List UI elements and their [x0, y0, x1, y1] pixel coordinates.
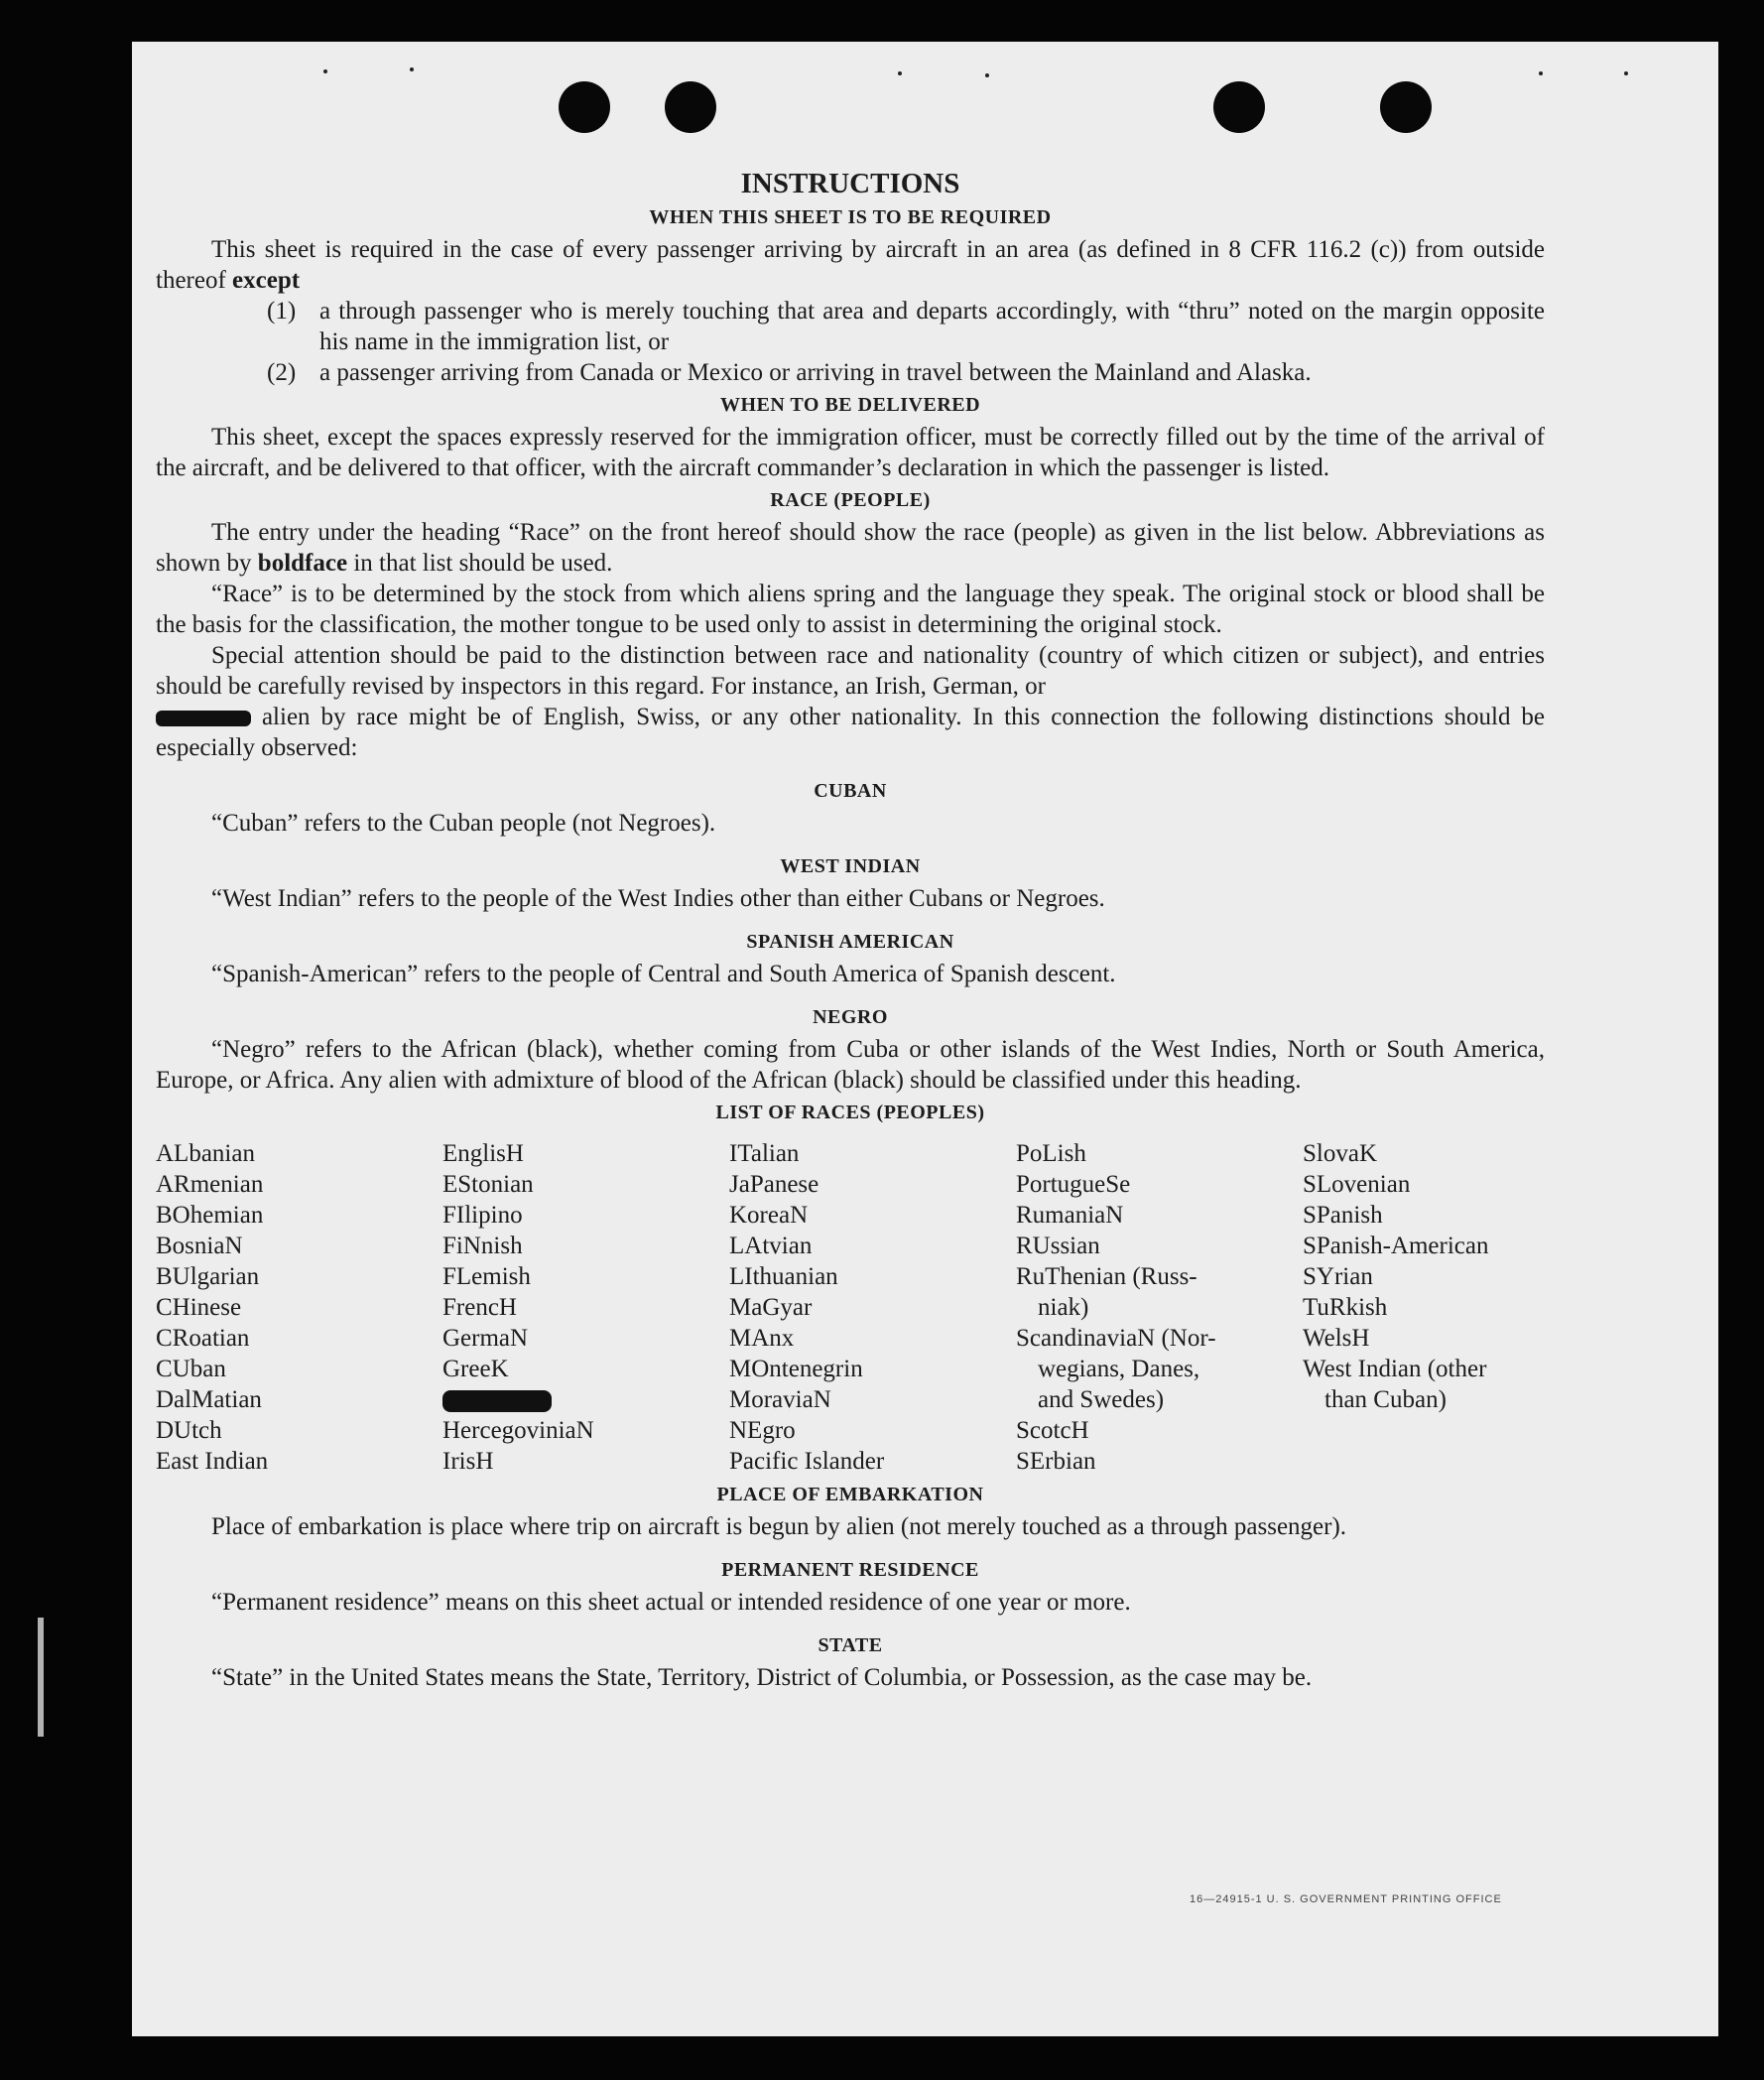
race-item: West Indian (other — [1303, 1356, 1487, 1382]
race-item: MOntenegrin — [729, 1356, 863, 1382]
speck — [1539, 71, 1543, 75]
race-item: CRoatian — [156, 1325, 250, 1352]
race-item: wegians, Danes, — [1038, 1356, 1200, 1382]
race-item: CHinese — [156, 1294, 242, 1321]
race-column — [729, 1138, 1016, 1477]
race-item: RumaniaN — [1016, 1202, 1124, 1229]
section-heading-negro: NEGRO — [813, 1006, 888, 1028]
speck — [898, 71, 902, 75]
race-item: KoreaN — [729, 1202, 809, 1229]
race-item: HercegoviniaN — [442, 1417, 594, 1444]
race-item: than Cuban) — [1324, 1386, 1447, 1413]
required-paragraph: This sheet is required in the case of every passenger arriving by aircraft in an area (as defined in 8 CFR 116.2 (c)) from outside thereof except — [156, 236, 1545, 294]
race-item: SLovenian — [1303, 1171, 1411, 1198]
race-item: niak) — [1038, 1294, 1089, 1321]
print-footer: 16—24915-1 U. S. GOVERNMENT PRINTING OFFICE — [1190, 1893, 1502, 1905]
race-item: MAnx — [729, 1325, 795, 1352]
speck — [410, 67, 414, 71]
race-item: FrencH — [442, 1294, 517, 1321]
race-item-redacted — [442, 1384, 729, 1415]
section-heading-list-of-races: LIST OF RACES (PEOPLES) — [715, 1102, 985, 1123]
race-item: FiNnish — [442, 1233, 523, 1259]
race-item: DalMatian — [156, 1386, 262, 1413]
punch-hole — [559, 81, 610, 133]
race-column — [442, 1138, 729, 1477]
race-paragraph: “Race” is to be determined by the stock from which aliens spring and the language they speak. The original stock or blood shall be the basis for the classification, the mother tongue to be used only to assist in determining the original stock. — [156, 581, 1545, 638]
race-item: PortugueSe — [1016, 1171, 1131, 1198]
race-item: East Indian — [156, 1448, 269, 1475]
exception-item: (1) a through passenger who is merely touching that area and departs accordingly, with “thru” noted on the margin opposite his name in the immigration list, or — [267, 298, 1545, 355]
race-item: ScotcH — [1016, 1417, 1089, 1444]
race-column — [1016, 1138, 1303, 1477]
redaction-mark — [442, 1390, 552, 1412]
race-item: SPanish-American — [1303, 1233, 1489, 1259]
section-heading-west-indian: WEST INDIAN — [780, 855, 921, 877]
race-item: FLemish — [442, 1263, 531, 1290]
race-item: RUssian — [1016, 1233, 1100, 1259]
section-heading-spanish-american: SPANISH AMERICAN — [746, 931, 954, 953]
section-heading-embarkation: PLACE OF EMBARKATION — [716, 1484, 984, 1505]
section-heading-required: WHEN THIS SHEET IS TO BE REQUIRED — [649, 206, 1052, 228]
race-item: ITalian — [729, 1140, 800, 1167]
race-item: and Swedes) — [1038, 1386, 1165, 1413]
race-item: EStonian — [442, 1171, 534, 1198]
race-item: GreeK — [442, 1356, 509, 1382]
page-title: INSTRUCTIONS — [740, 168, 960, 199]
race-item: SlovaK — [1303, 1140, 1377, 1167]
race-item: IrisH — [442, 1448, 494, 1475]
speck — [985, 73, 989, 77]
residence-paragraph: “Permanent residence” means on this sheet actual or intended residence of one year or more. — [211, 1589, 1131, 1616]
race-item: GermaN — [442, 1325, 529, 1352]
section-heading-cuban: CUBAN — [814, 780, 887, 802]
race-item: TuRkish — [1303, 1294, 1388, 1321]
redaction-mark — [156, 711, 251, 726]
speck — [1624, 71, 1628, 75]
race-item: SErbian — [1016, 1448, 1096, 1475]
instructions-body — [156, 167, 1545, 1693]
state-paragraph: “State” in the United States means the State, Territory, District of Columbia, or Possession, as the case may be. — [211, 1664, 1313, 1691]
speck — [323, 69, 327, 73]
race-item: SPanish — [1303, 1202, 1383, 1229]
race-item: MaGyar — [729, 1294, 813, 1321]
race-item: SYrian — [1303, 1263, 1373, 1290]
race-item: BUlgarian — [156, 1263, 260, 1290]
west-indian-paragraph: “West Indian” refers to the people of the West Indies other than either Cubans or Negroes. — [211, 885, 1105, 912]
race-item: RuThenian (Russ- — [1016, 1263, 1197, 1290]
race-item: PoLish — [1016, 1140, 1086, 1167]
section-heading-race: RACE (PEOPLE) — [770, 489, 931, 511]
race-column — [1303, 1138, 1555, 1477]
race-item: CUban — [156, 1356, 226, 1382]
race-item: FIlipino — [442, 1202, 523, 1229]
race-item: ScandinaviaN (Nor- — [1016, 1325, 1216, 1352]
document-page — [132, 42, 1718, 2036]
race-item: LIthuanian — [729, 1263, 838, 1290]
race-item: Pacific Islander — [729, 1448, 885, 1475]
negro-paragraph: “Negro” refers to the African (black), whether coming from Cuba or other islands of the West Indies, North or South America, Europe, or Africa. Any alien with admixture of blood of the African (black) should be classified under this heading. — [156, 1036, 1545, 1094]
race-item: ALbanian — [156, 1140, 255, 1167]
punch-hole — [665, 81, 716, 133]
exception-item: (2) a passenger arriving from Canada or Mexico or arriving in travel between the Mainland and Alaska. — [267, 359, 1312, 386]
scan-edge-mark — [38, 1618, 44, 1737]
race-item: BOhemian — [156, 1202, 264, 1229]
race-item: EnglisH — [442, 1140, 524, 1167]
section-heading-residence: PERMANENT RESIDENCE — [721, 1559, 979, 1581]
race-item: MoraviaN — [729, 1386, 831, 1413]
race-paragraph: Special attention should be paid to the distinction between race and nationality (country of which citizen or subject), and entries should be carefully revised by inspectors in this regard. For instance, an Irish, German, or alien by race might be of English, Swiss, or any other nationality. In this connection the following distinctions should be especially observed: — [156, 642, 1545, 761]
delivered-paragraph: This sheet, except the spaces expressly reserved for the immigration officer, must be correctly filled out by the time of the arrival of the aircraft, and be delivered to that officer, with the aircraft commander’s declaration in which the passenger is listed. — [156, 424, 1545, 481]
race-item: ARmenian — [156, 1171, 264, 1198]
race-column — [156, 1138, 442, 1477]
race-list — [156, 1138, 1545, 1477]
cuban-paragraph: “Cuban” refers to the Cuban people (not Negroes). — [211, 810, 716, 837]
race-paragraph: The entry under the heading “Race” on the front hereof should show the race (people) as given in the list below. Abbreviations as shown by boldface in that list should be used. — [156, 519, 1545, 577]
race-item: DUtch — [156, 1417, 222, 1444]
section-heading-state: STATE — [818, 1634, 883, 1656]
section-heading-delivered: WHEN TO BE DELIVERED — [719, 394, 981, 416]
embarkation-paragraph: Place of embarkation is place where trip on aircraft is begun by alien (not merely touched as a through passenger). — [211, 1513, 1347, 1540]
race-item: NEgro — [729, 1417, 796, 1444]
race-item: LAtvian — [729, 1233, 813, 1259]
race-item: JaPanese — [729, 1171, 819, 1198]
spanish-american-paragraph: “Spanish-American” refers to the people of Central and South America of Spanish descent. — [211, 961, 1116, 987]
punch-hole — [1213, 81, 1265, 133]
race-item: WelsH — [1303, 1325, 1370, 1352]
race-item: BosniaN — [156, 1233, 243, 1259]
punch-hole — [1380, 81, 1432, 133]
